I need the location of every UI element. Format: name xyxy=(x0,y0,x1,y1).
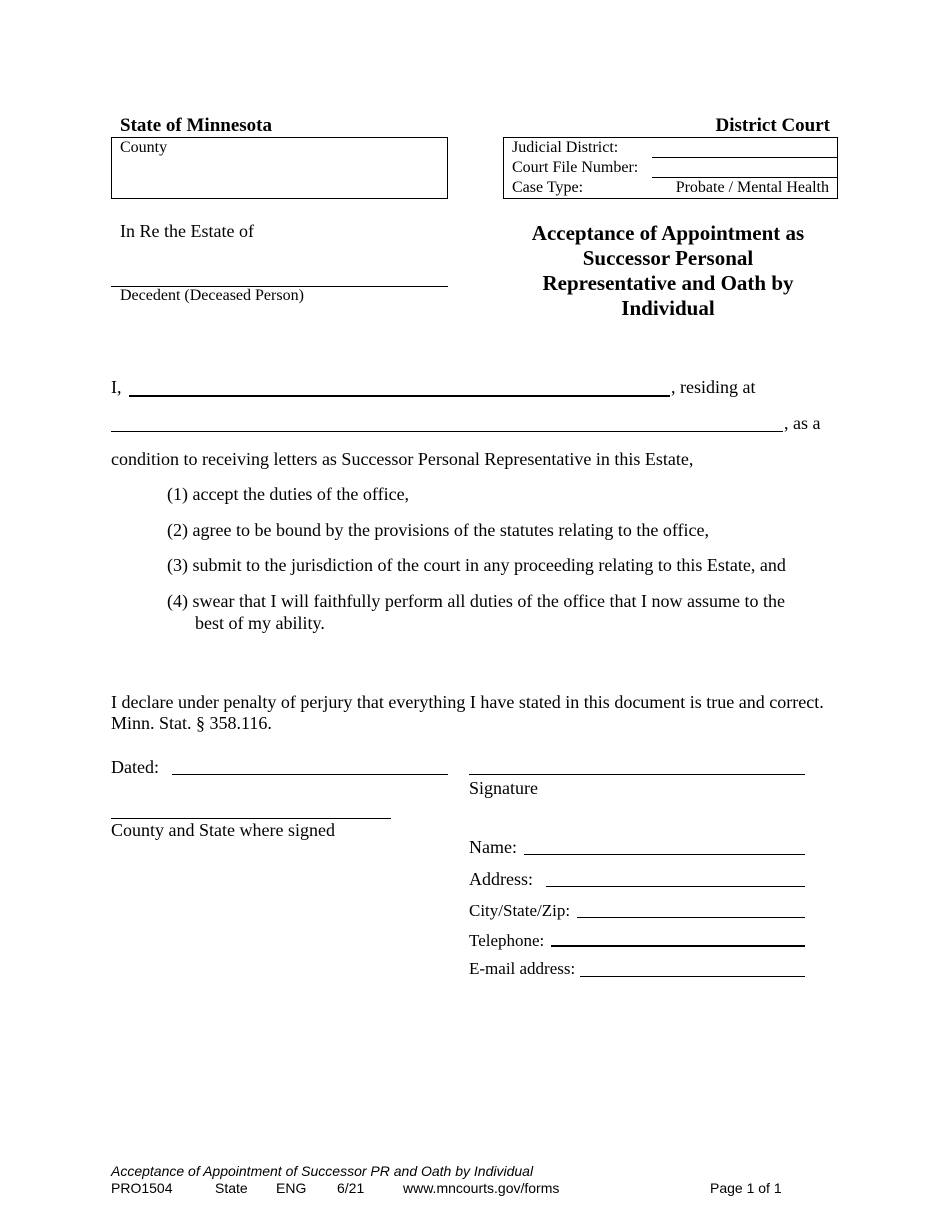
case-type-label: Case Type: xyxy=(512,178,584,196)
county-state-line[interactable] xyxy=(111,818,391,819)
footer-revision: 6/21 xyxy=(337,1180,365,1196)
address-field-line[interactable] xyxy=(546,886,805,887)
oath-item-3: (3) submit to the jurisdiction of the court in any proceeding relating to this Estate, and xyxy=(167,555,786,575)
oath-item-4: (4) swear that I will faithfully perform all duties of the office that I now assume to the xyxy=(167,591,785,611)
title-line-1: Acceptance of Appointment as xyxy=(531,221,805,245)
case-info-box xyxy=(503,137,838,199)
residing-at-text: , residing at xyxy=(671,377,756,397)
telephone-field-line[interactable] xyxy=(551,945,805,947)
judicial-district-field[interactable] xyxy=(652,138,837,158)
email-field-line[interactable] xyxy=(580,976,805,977)
dated-line[interactable] xyxy=(172,774,448,775)
county-label: County xyxy=(120,139,168,156)
footer-page-number: Page 1 of 1 xyxy=(710,1180,782,1196)
footer-language: ENG xyxy=(276,1180,307,1196)
oath-item-1: (1) accept the duties of the office, xyxy=(167,484,410,504)
in-re-label: In Re the Estate of xyxy=(120,221,254,241)
city-label: City/State/Zip: xyxy=(469,901,571,920)
address-label: Address: xyxy=(469,869,533,889)
name-line[interactable] xyxy=(129,395,670,397)
court-file-number-row xyxy=(504,158,837,178)
footer-form-title: Acceptance of Appointment of Successor PR and Oath by Individual xyxy=(111,1163,534,1179)
residence-line[interactable] xyxy=(111,431,783,432)
i-prefix: I, xyxy=(111,377,122,397)
county-state-label: County and State where signed xyxy=(111,820,335,840)
case-type-row xyxy=(504,178,837,198)
title-line-4: Individual xyxy=(621,296,715,320)
as-a-text: , as a xyxy=(784,413,821,433)
perjury-statement: I declare under penalty of perjury that everything I have stated in this document is true and correct. xyxy=(111,692,824,712)
court-file-number-field[interactable] xyxy=(652,158,837,178)
state-heading: State of Minnesota xyxy=(120,115,272,136)
email-label: E-mail address: xyxy=(469,959,576,978)
condition-text: condition to receiving letters as Successor Personal Representative in this Estate, xyxy=(111,449,694,469)
judicial-district-row xyxy=(504,138,837,158)
signature-line[interactable] xyxy=(469,774,805,775)
footer-url[interactable]: www.mncourts.gov/forms xyxy=(403,1180,560,1196)
name-label: Name: xyxy=(469,837,517,857)
case-type-value: Probate / Mental Health xyxy=(675,179,829,196)
decedent-label: Decedent (Deceased Person) xyxy=(120,287,304,304)
judicial-district-label: Judicial District: xyxy=(512,139,619,157)
title-line-3: Representative and Oath by xyxy=(542,271,794,295)
county-box[interactable] xyxy=(111,137,448,199)
city-field-line[interactable] xyxy=(577,917,805,918)
footer-form-code: PRO1504 xyxy=(111,1180,173,1196)
statute-citation: Minn. Stat. § 358.116. xyxy=(111,713,272,733)
telephone-label: Telephone: xyxy=(469,931,545,950)
signature-label: Signature xyxy=(469,778,538,798)
dated-label: Dated: xyxy=(111,757,159,777)
oath-item-2: (2) agree to be bound by the provisions of the statutes relating to the office, xyxy=(167,520,710,540)
footer-jurisdiction: State xyxy=(215,1180,248,1196)
title-line-2: Successor Personal xyxy=(582,246,754,270)
document-title xyxy=(503,221,833,321)
court-heading: District Court xyxy=(715,115,830,136)
name-field-line[interactable] xyxy=(524,854,805,855)
court-file-number-label: Court File Number: xyxy=(512,159,639,176)
oath-item-4-continued: best of my ability. xyxy=(195,613,325,633)
